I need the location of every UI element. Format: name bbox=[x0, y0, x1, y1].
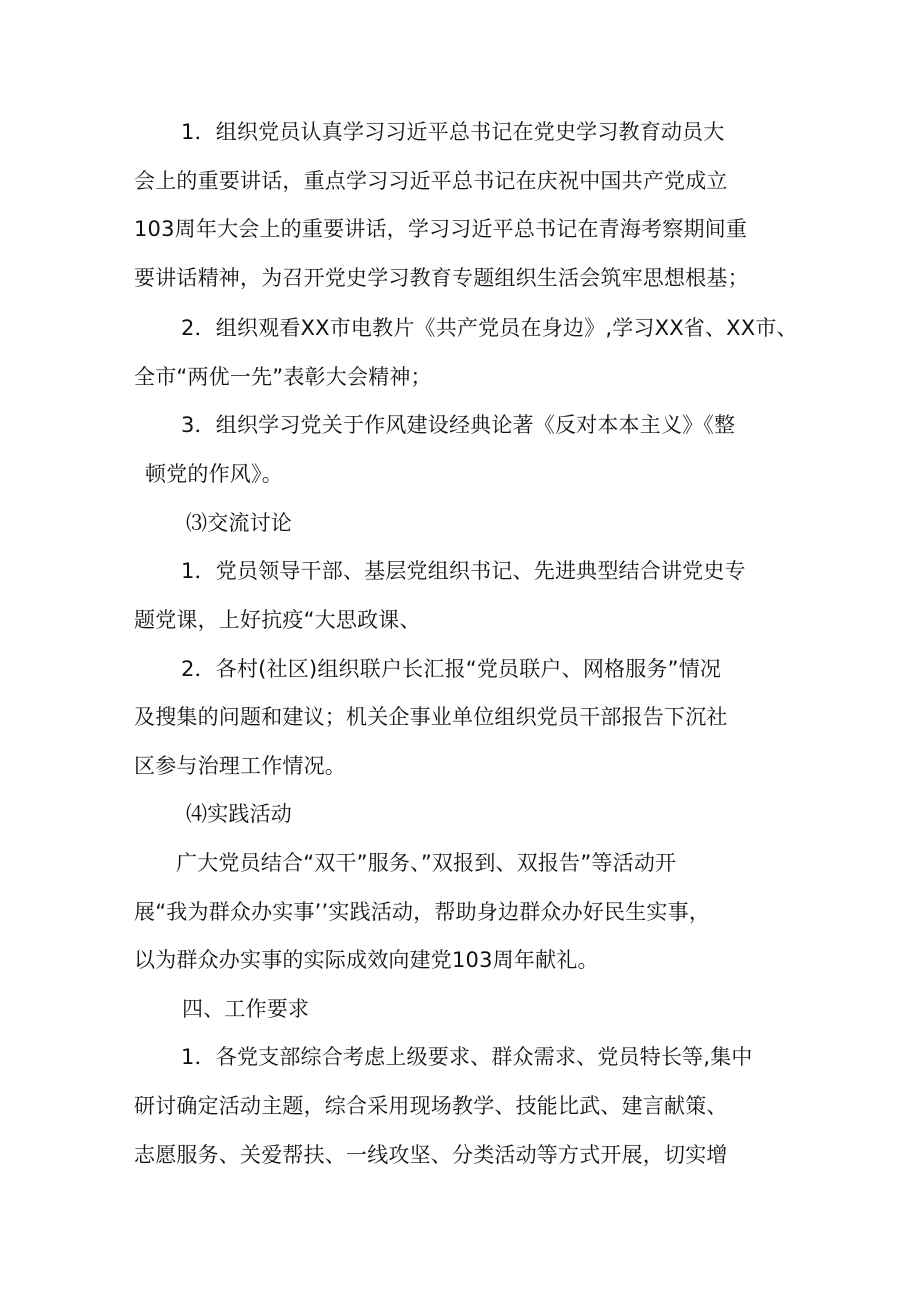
paragraph-line: 1．组织党员认真学习习近平总书记在党史学习教育动员大 bbox=[181, 120, 725, 144]
paragraph-line: 研讨确定活动主题，综合采用现场教学、技能比武、建言献策、 bbox=[134, 1094, 728, 1118]
paragraph-line: 展“我为群众办实事’’实践活动，帮助身边群众办好民生实事， bbox=[134, 900, 711, 924]
paragraph-line: 志愿服务、关爱帮扶、一线攻坚、分类活动等方式开展，切实增 bbox=[134, 1143, 728, 1167]
paragraph-line: 以为群众办实事的实际成效向建党103周年献礼。 bbox=[134, 948, 599, 972]
paragraph-line: 会上的重要讲话，重点学习习近平总书记在庆祝中国共产党成立 bbox=[134, 169, 728, 193]
paragraph-line: 题党课，上好抗疫“大思政课、 bbox=[134, 608, 421, 632]
paragraph-line: 要讲话精神，为召开党史学习教育专题组织生活会筑牢思想根基； bbox=[134, 266, 749, 290]
paragraph-line: 103周年大会上的重要讲话，学习习近平总书记在青海考察期间重 bbox=[134, 217, 748, 241]
paragraph-line: 2．组织观看XX市电教片《共产党员在身边》,学习XX省、XX市、 bbox=[181, 316, 798, 340]
paragraph-line: 广大党员结合“双干”服务、”双报到、双报告”等活动开 bbox=[176, 851, 677, 875]
paragraph-line: 区参与治理工作情况。 bbox=[134, 754, 346, 778]
paragraph-line: 1．党员领导干部、基层党组织书记、先进典型结合讲党史专 bbox=[181, 559, 746, 583]
section-heading: 四、工作要求 bbox=[182, 997, 310, 1021]
paragraph-line: 顿党的作风》。 bbox=[145, 462, 283, 486]
section-heading: ⑶交流讨论 bbox=[186, 511, 292, 535]
section-heading: ⑷实践活动 bbox=[186, 802, 292, 826]
paragraph-line: 全市“两优一先”表彰大会精神； bbox=[134, 365, 432, 389]
paragraph-line: 3．组织学习党关于作风建设经典论著《反对本本主义》《整 bbox=[181, 413, 736, 437]
paragraph-line: 1．各党支部综合考虑上级要求、群众需求、党员特长等,集中 bbox=[181, 1045, 753, 1069]
paragraph-line: 及搜集的问题和建议；机关企事业单位组织党员干部报告下沉社 bbox=[134, 705, 728, 729]
paragraph-line: 2．各村(社区)组织联户长汇报“党员联户、网格服务”情况 bbox=[181, 657, 722, 681]
